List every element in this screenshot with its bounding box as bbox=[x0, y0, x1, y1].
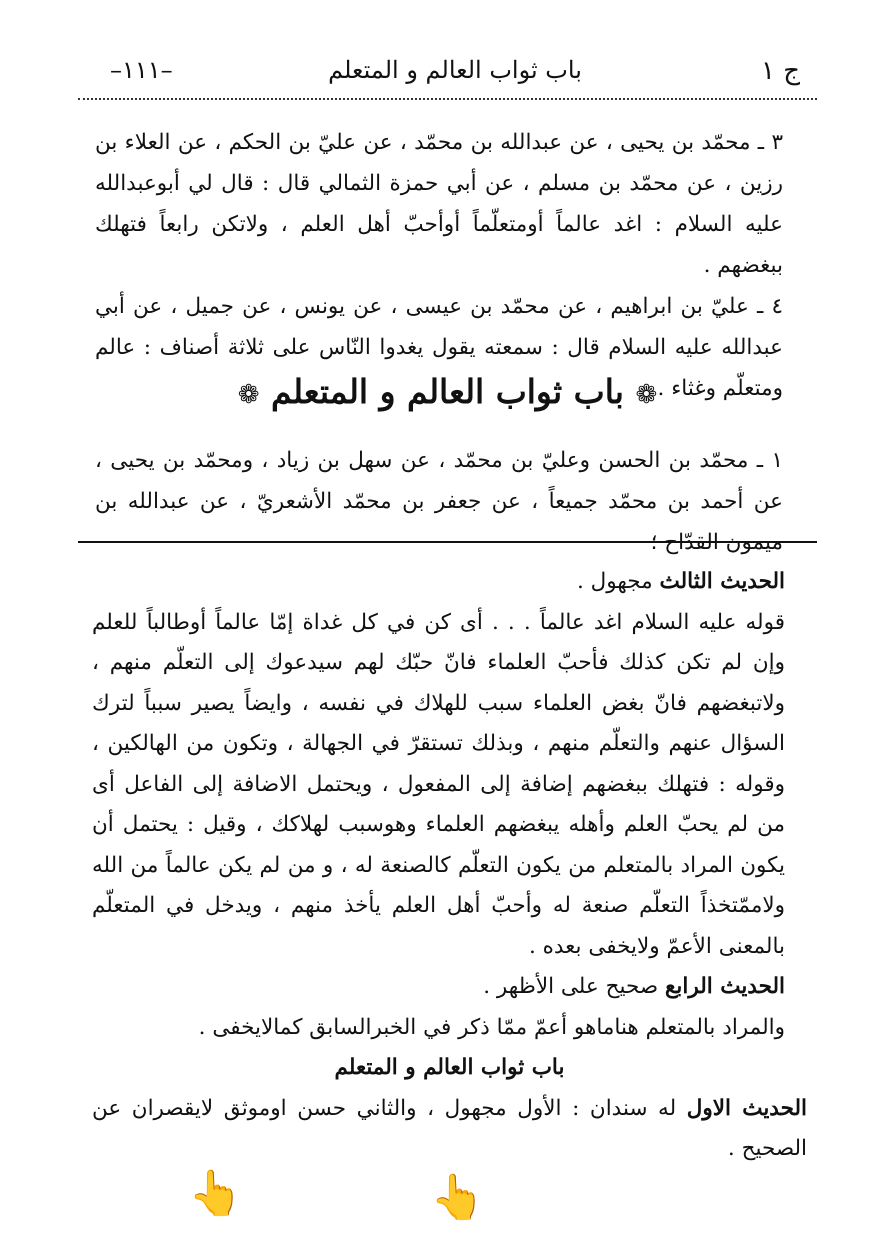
main-text-block-2 bbox=[95, 440, 805, 563]
header-divider bbox=[78, 98, 817, 100]
chapter-hadith-1-text: ١ ـ محمّد بن الحسن وعليّ بن محمّد ، عن سهل بن زياد ، ومحمّد بن يحيى ، عن أحمد بن محمّد جميعاً ، عن جعفر بن محمّد الأشعريّ ، عن عبدالله بن ميمون القدّاح ؛ bbox=[95, 448, 783, 555]
chapter-heading bbox=[0, 372, 895, 411]
commentary-h3-body: قوله عليه السلام اغد عالماً . . . أى كن في كل غداة إمّا عالماً أوطالباً للعلم وإن لم تكن كذلك فأحبّ العلماء فانّ حبّك لهم سيدعوك إلى التعلّم منهم ، ولاتبغضهم فانّ بغض العلماء سبب للهلاك في نفسه ، وايضاً يصير سبباً لترك السؤال عنهم والتعلّم منهم ، وبذلك تستقرّ في الجهالة ، وتكون من الهالكين ، وقوله : فتهلك ببغضهم إضافة إلى المفعول ، ويحتمل الاضافة إلى الفاعل أى من لم يحبّ العلم وأهله يبغضهم العلماء وهوسبب لهلاكك ، وقيل : يحتمل أن يكون المراد بالمتعلم من يكون التعلّم كالصنعة له ، و من لم يكن عالماً من الله ولاممّتخذاً التعلّم صنعة له وأحبّ أهل العلم يأخذ منهم ، ويدخل في المتعلّم بالمعنى الأعمّ ولايخفى بعده . bbox=[92, 609, 785, 959]
commentary-chapter-subhead: باب ثواب العالم و المتعلم bbox=[334, 1055, 565, 1080]
page-number: –١١١– bbox=[110, 56, 173, 84]
hadith-3-text: ٣ ـ محمّد بن يحيى ، عن عبدالله بن محمّد ، عن عليّ بن الحكم ، عن العلاء بن رزين ، عن محمّد بن مسلم ، عن أبي حمزة الثمالي قال : قال لي أبوعبدالله عليه السلام : اغد عالماً أومتعلّماً أوأحبّ أهل العلم ، ولاتكن رابعاً فتهلك ببغضهم . bbox=[95, 130, 783, 278]
ornament-icon: ❁ bbox=[635, 380, 658, 410]
commentary-h3-status: مجهول . bbox=[576, 569, 653, 594]
commentary-h3-heading bbox=[92, 562, 807, 603]
pointing-hand-icon: 👆 bbox=[430, 1172, 485, 1223]
commentary-h1 bbox=[92, 1089, 807, 1170]
commentary-h1-title: الحديث الاول bbox=[686, 1095, 807, 1121]
hadith-4-text: ٤ ـ عليّ بن ابراهيم ، عن محمّد بن عيسى ، عن يونس ، عن جميل ، عن أبي عبدالله عليه السلام قال : سمعته يقول يغدوا النّاس على ثلاثة أصناف : عالم ومتعلّم وغثاء . bbox=[95, 294, 783, 401]
page-header bbox=[110, 52, 800, 92]
ornament-icon: ❁ bbox=[237, 380, 260, 410]
footnote-divider bbox=[78, 541, 817, 543]
chapter-heading-text: باب ثواب العالم و المتعلم bbox=[271, 372, 624, 411]
pointing-hand-icon: 👆 bbox=[188, 1168, 243, 1219]
running-title: باب ثواب العالم و المتعلم bbox=[328, 56, 582, 84]
pointer-overlay bbox=[0, 1170, 895, 1230]
commentary-h4-heading bbox=[92, 967, 807, 1008]
main-text-block-1 bbox=[95, 122, 805, 409]
commentary-h3-title: الحديث الثالث bbox=[659, 569, 785, 594]
commentary-h4-body: والمراد بالمتعلم هناماهو أعمّ ممّا ذكر في الخبرالسابق كمالايخفى . bbox=[198, 1014, 785, 1040]
commentary-h1-body: له سندان : الأول مجهول ، والثاني حسن اوموثق لايقصران عن الصحيح . bbox=[92, 1095, 807, 1161]
commentary-h4-status: صحيح على الأظهر . bbox=[483, 974, 659, 999]
volume-label: ج ١ bbox=[760, 56, 800, 86]
commentary-block bbox=[92, 562, 807, 1170]
commentary-h4-title: الحديث الرابع bbox=[664, 974, 785, 999]
